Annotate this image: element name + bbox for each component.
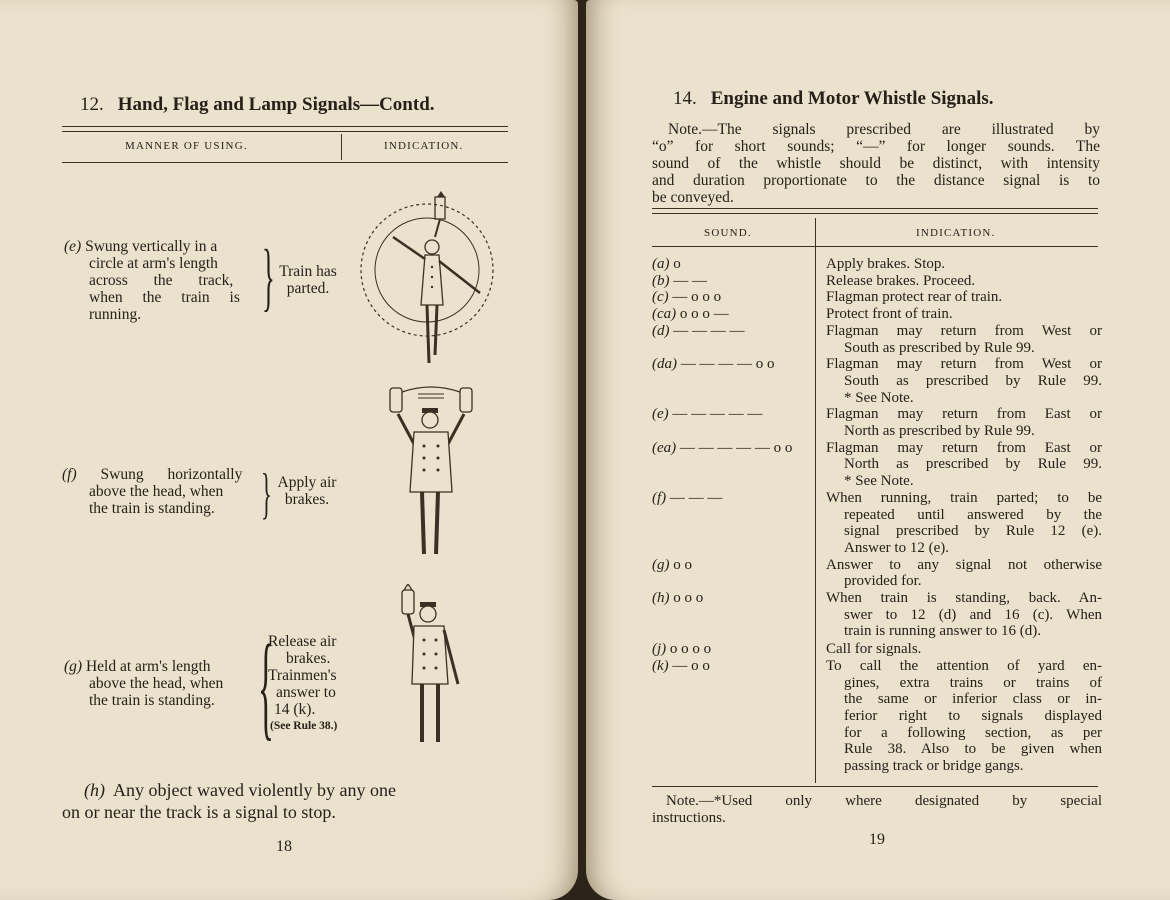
- signal-indication-line: Flagman may return from East or: [826, 406, 1102, 423]
- signal-g-ind-line: Trainmen's: [268, 667, 337, 684]
- signal-e-line: circle at arm's length: [89, 255, 218, 272]
- signal-g-ind-line: brakes.: [286, 650, 331, 667]
- signal-sound: [652, 406, 822, 423]
- signal-g-ind-line: answer to: [276, 684, 336, 701]
- left-page-number: 18: [276, 838, 292, 855]
- signal-indication-line: North as prescribed by Rule 99.: [844, 423, 1035, 439]
- signal-sound-pattern: — —: [669, 272, 707, 289]
- signal-indication: [826, 658, 1102, 775]
- signal-indication-line: the same or inferior class or in-: [844, 691, 1102, 708]
- signal-label: (ea): [652, 439, 677, 456]
- signal-sound: [652, 323, 822, 340]
- signal-h-label: (h): [84, 780, 105, 800]
- signal-sound-pattern: — o o o: [668, 289, 722, 306]
- signal-g-line: the train is standing.: [89, 692, 215, 709]
- signal-sound: [652, 658, 822, 675]
- signal-indication: [826, 323, 1102, 356]
- signal-indication-line: To call the attention of yard en-: [826, 657, 1102, 674]
- signal-g-indication: [268, 633, 363, 735]
- signal-label: (j): [652, 641, 667, 658]
- signal-f-manner: [62, 466, 262, 517]
- brace-g: {: [258, 620, 274, 751]
- col-header-indication: INDICATION.: [384, 140, 464, 152]
- intro-note: [652, 121, 1100, 206]
- signal-indication-line: Protect front of train.: [826, 306, 953, 323]
- signal-label: (da): [652, 356, 677, 373]
- signal-indication-line: provided for.: [844, 573, 922, 590]
- signal-sound-pattern: — — —: [666, 489, 723, 506]
- signal-indication-line: for a following section, as per: [844, 724, 1102, 741]
- intro-note-line: be conveyed.: [652, 189, 734, 206]
- signal-g-line: above the head, when: [89, 675, 224, 692]
- signal-sound-pattern: — — — — o o: [677, 356, 775, 373]
- signal-e-indication: [268, 263, 348, 297]
- signal-indication-line: Flagman may return from West or: [826, 322, 1102, 339]
- signal-sound: [652, 440, 822, 457]
- signal-sound: [652, 557, 822, 574]
- signal-g-ind-line: 14 (k).: [274, 701, 316, 718]
- signal-label: (e): [652, 406, 669, 423]
- signal-label: (d): [652, 322, 670, 339]
- col-divider: [341, 134, 342, 160]
- right-page-number: 19: [869, 831, 885, 848]
- footnote-line: Note.—*Used only where designated by special: [666, 793, 1102, 809]
- signal-indication: [826, 273, 1102, 290]
- double-rule: [652, 208, 1098, 214]
- signal-indication: [826, 256, 1102, 273]
- signal-e-ind-line: Train has: [279, 263, 337, 280]
- signal-e-line: across the track,: [89, 272, 234, 289]
- footnote-line: instructions.: [652, 810, 726, 826]
- signal-indication-line: Answer to any signal not otherwise: [826, 556, 1102, 573]
- signal-indication-line: Apply brakes. Stop.: [826, 256, 946, 272]
- signal-indication: [826, 641, 1102, 658]
- double-rule: [62, 126, 508, 132]
- header-rule: [62, 162, 508, 163]
- signal-e-line: running.: [89, 306, 142, 323]
- signal-indication-line: Answer to 12 (e).: [844, 539, 949, 556]
- brace-e: }: [262, 235, 275, 319]
- signal-indication-line: Flagman may return from East or: [826, 439, 1102, 456]
- signal-indication-line: swer to 12 (d) and 16 (c). When: [844, 606, 1102, 623]
- right-section-title-text: Engine and Motor Whistle Signals.: [710, 88, 994, 109]
- signal-sound: [652, 306, 822, 323]
- signal-f-ind-line: brakes.: [284, 491, 330, 508]
- signal-f-line: above the head, when: [89, 483, 224, 500]
- col-header-indication-right: INDICATION.: [916, 227, 996, 239]
- left-section-title: [80, 94, 435, 116]
- figure-circle-swing: [355, 185, 500, 370]
- signal-label: (b): [652, 272, 670, 289]
- signal-sound-pattern: — — — — — o o: [676, 439, 793, 456]
- signal-indication-line: * See Note.: [844, 389, 914, 406]
- signal-sound: [652, 490, 822, 507]
- figure-horizontal-swing: [388, 382, 478, 562]
- figure-held-lamp: [400, 584, 465, 749]
- signal-label: (a): [652, 256, 670, 272]
- signal-indication: [826, 306, 1102, 323]
- footer-rule: [652, 786, 1098, 787]
- signal-e-label: (e): [64, 238, 82, 255]
- signal-indication-line: Release brakes. Proceed.: [826, 272, 976, 289]
- signal-indication-line: North as prescribed by Rule 99.: [844, 456, 1102, 473]
- signal-g-manner: [64, 658, 264, 709]
- signal-e-ind-line: parted.: [286, 280, 330, 297]
- signal-sound-pattern: — o o: [668, 657, 710, 674]
- signal-h-line: on or near the track is a signal to stop.: [62, 802, 336, 822]
- signal-indication-line: * See Note.: [844, 473, 914, 490]
- signal-g-rule-ref: (See Rule 38.): [270, 720, 338, 732]
- signal-e-line: Swung vertically in a: [85, 238, 218, 255]
- signal-indication: [826, 289, 1102, 306]
- signal-indication-line: When running, train parted; to be: [826, 489, 1102, 506]
- signal-indication: [826, 490, 1102, 557]
- signal-sound-pattern: o o: [669, 556, 692, 573]
- signal-f-label: (f): [62, 466, 77, 483]
- signal-sound: [652, 356, 822, 373]
- signal-indication-line: South as prescribed by Rule 99.: [844, 339, 1035, 356]
- signal-f-indication: [266, 474, 348, 508]
- signal-indication-line: repeated until answered by the: [844, 506, 1102, 523]
- signal-sound: [652, 590, 822, 607]
- signal-sound-pattern: o o o —: [676, 306, 729, 323]
- signal-sound: [652, 256, 822, 273]
- signal-sound: [652, 641, 822, 658]
- signal-indication-line: passing track or bridge gangs.: [844, 758, 1024, 775]
- signal-indication-line: South as prescribed by Rule 99.: [844, 372, 1102, 389]
- signal-indication-line: Call for signals.: [826, 641, 922, 658]
- signal-g-line: Held at arm's length: [85, 658, 211, 675]
- signal-sound-pattern: o o o o: [666, 641, 712, 658]
- right-section-title: [673, 88, 994, 110]
- signal-label: (g): [652, 556, 670, 573]
- signal-h-text: [62, 779, 518, 823]
- left-section-title-text: Hand, Flag and Lamp Signals—Contd.: [117, 94, 435, 115]
- signal-indication: [826, 557, 1102, 590]
- signal-indication-line: train is running answer to 16 (d).: [844, 623, 1042, 640]
- signal-indication-line: ferior right to signals displayed: [844, 707, 1102, 724]
- signal-sound: [652, 289, 822, 306]
- signal-sound-pattern: o o o: [669, 590, 704, 606]
- brace-f: }: [261, 463, 272, 525]
- col-header-manner: MANNER OF USING.: [125, 140, 248, 152]
- left-page: [0, 0, 578, 900]
- signal-sound: [652, 273, 822, 290]
- signal-label: (f): [652, 489, 667, 506]
- signal-sound-pattern: o: [669, 256, 681, 272]
- right-section-number: 14.: [673, 88, 697, 109]
- signal-h-line: Any object waved violently by any one: [113, 780, 396, 800]
- left-section-number: 12.: [80, 94, 104, 115]
- signal-g-ind-line: Release air: [268, 633, 337, 650]
- signal-label: (h): [652, 590, 670, 606]
- signal-indication: [826, 406, 1102, 439]
- signal-sound-pattern: — — — —: [669, 322, 745, 339]
- intro-note-line: “o” for short sounds; “—” for longer sounds. The: [652, 138, 1100, 155]
- signal-indication-line: Flagman protect rear of train.: [826, 289, 1003, 306]
- header-rule: [652, 246, 1098, 247]
- signal-f-ind-line: Apply air: [277, 474, 337, 491]
- signal-label: (ca): [652, 306, 677, 323]
- signal-f-line: the train is standing.: [89, 500, 215, 517]
- signal-e-line: when the train is: [89, 289, 240, 306]
- footnote: [652, 793, 1102, 827]
- signal-sound-pattern: — — — — —: [668, 406, 763, 423]
- signal-indication-line: Rule 38. Also to be given when: [844, 741, 1102, 758]
- intro-note-line: and duration proportionate to the distance signal is to: [652, 172, 1100, 189]
- intro-note-line: sound of the whistle should be distinct, with intensity: [652, 155, 1100, 172]
- signal-indication-line: Flagman may return from West or: [826, 356, 1102, 373]
- signal-indication-line: gines, extra trains or trains of: [844, 674, 1102, 691]
- right-page: [586, 0, 1170, 900]
- signal-label: (k): [652, 657, 669, 674]
- signal-indication-line: When train is standing, back. An-: [826, 590, 1102, 606]
- signal-indication: [826, 440, 1102, 490]
- signal-g-label: (g): [64, 658, 83, 675]
- signal-indication-line: signal prescribed by Rule 12 (e).: [844, 523, 1102, 540]
- signal-f-line: Swung horizontally: [100, 466, 243, 483]
- signal-indication: [826, 356, 1102, 406]
- col-header-sound: SOUND.: [704, 227, 752, 239]
- signal-indication: [826, 590, 1102, 640]
- signal-e-manner: [64, 238, 264, 323]
- signal-label: (c): [652, 289, 669, 306]
- intro-note-line: Note.—The signals prescribed are illustrated by: [668, 121, 1100, 138]
